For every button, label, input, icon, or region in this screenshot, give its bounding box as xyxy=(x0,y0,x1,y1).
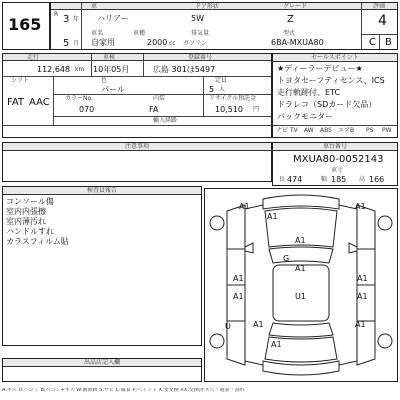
score-value: 4 xyxy=(378,13,387,29)
height-value: 166 xyxy=(369,175,385,184)
inspector-item: ハンドルすれ xyxy=(6,227,54,236)
usage-value: 自家用 xyxy=(91,38,115,47)
mileage-unit: km xyxy=(75,66,85,73)
footer-legend: A:キズ U:ヘコミ B:ヘコミ+キズ W:補修跡 S:サビ C:腐食 P:ペイント X:要交換 XX:交換済 Y:穴・亀裂・割れ xyxy=(2,388,245,393)
damage-mark-hood: A1 xyxy=(267,212,278,221)
inspection-value: 10年05月 xyxy=(93,65,130,74)
month-suffix: 月 xyxy=(73,40,80,47)
month-number: 5 xyxy=(63,38,70,49)
color-no-value: 070 xyxy=(79,105,95,114)
sales-point: ★ディーラーデビュー★ xyxy=(277,64,363,73)
damage-mark-left-door-front: A1 xyxy=(233,274,244,283)
damage-mark-front-right: A1 xyxy=(355,202,366,211)
year-number: 3 xyxy=(63,14,70,25)
width-value: 185 xyxy=(331,175,347,184)
grade-value: Z xyxy=(287,14,294,25)
equip-tv: TV xyxy=(290,127,298,134)
sales-points xyxy=(272,53,398,138)
car-outline xyxy=(205,189,397,381)
equip-pw: PW xyxy=(382,127,392,134)
equip-aw: AW xyxy=(304,127,314,134)
car-info-labels-2 xyxy=(71,31,361,37)
lot-number: 165 xyxy=(8,15,42,34)
spec-grid xyxy=(2,53,272,138)
inspector-item: カラスフィルム貼 xyxy=(6,237,69,246)
inspector-item: コンソール傷 xyxy=(6,197,54,206)
year-suffix: 年 xyxy=(73,16,80,23)
damage-mark-roof: A1 xyxy=(295,264,306,273)
damage-mark-right-door-front: A1 xyxy=(357,274,368,283)
capacity-label: 定員 xyxy=(215,77,228,84)
car-name-label: 車名 xyxy=(91,30,104,37)
equip-abs: ABS xyxy=(320,127,332,134)
damage-mark-front-mid: A1 xyxy=(295,236,306,245)
height-label: 高 xyxy=(359,176,366,183)
r-label: R xyxy=(54,11,59,18)
damage-mark-u1: U1 xyxy=(295,292,306,301)
dealer-memo-box xyxy=(2,358,202,382)
damage-mark-left-tire: A1 xyxy=(271,340,282,349)
color-label: 色 xyxy=(101,77,108,84)
damage-mark-left-door-rear: A1 xyxy=(233,292,244,301)
model-label: 型式 xyxy=(283,30,296,37)
score-label: 評価 xyxy=(373,3,386,10)
damage-mark-front: A1 xyxy=(239,202,250,211)
equip-airbag: エアB xyxy=(338,127,355,134)
equip-ps: PS xyxy=(366,127,374,134)
trans-value: FAT xyxy=(7,97,25,108)
dealer-memo-title: 出品店記入欄 xyxy=(3,359,201,367)
mileage-value: 112,648 xyxy=(37,65,71,74)
inspector-item: 室内薄汚れ xyxy=(6,217,46,226)
notes-box xyxy=(2,142,272,182)
chassis-box xyxy=(272,142,398,186)
trim-label: 内装 xyxy=(153,95,166,102)
capacity-value: 5 xyxy=(209,85,215,94)
displacement-unit: cc xyxy=(169,40,176,47)
inspection-label: 車検 xyxy=(103,54,116,61)
length-label: 長 xyxy=(279,176,286,183)
inspector-item: 室内内張擦 xyxy=(6,207,46,216)
damage-mark-rear-left-bumper: A1 xyxy=(253,320,264,329)
color-no-label: カラーNo. xyxy=(65,95,93,102)
sales-points-title: セールスポイント xyxy=(273,54,397,62)
inspector-title: 検査員報告 xyxy=(3,187,201,195)
doors-value: 5W xyxy=(191,14,204,23)
grade-label: グレード xyxy=(283,3,308,10)
displacement-value: 2000 xyxy=(147,38,168,47)
car-info-labels xyxy=(51,3,397,10)
sales-point: 走行軌跡付、ETC xyxy=(277,88,341,97)
mileage-label: 走行 xyxy=(27,54,40,61)
history-label: 輸入経路 xyxy=(153,117,178,124)
width-label: 幅 xyxy=(321,176,328,183)
recycle-label: リサイクル預託金 xyxy=(209,95,257,102)
damage-mark-g: G xyxy=(283,254,290,263)
dims-label: 車寸 xyxy=(331,167,344,174)
interior-grade: C xyxy=(369,37,376,48)
sales-point: ドラレコ（SDカード欠品） xyxy=(277,100,377,109)
equip-navi: ナビ xyxy=(276,127,289,134)
exterior-grade: B xyxy=(385,37,392,48)
plate-value: 広島 301ほ5497 xyxy=(153,65,216,74)
sales-point: トヨタセーフティセンス、ICS xyxy=(277,76,385,85)
chassis-title: 車台番号 xyxy=(273,143,397,151)
lot-cell xyxy=(2,2,50,50)
color-value: パール xyxy=(101,85,125,94)
trim-value: FA xyxy=(149,105,159,114)
fuel-value: ガソリン xyxy=(183,40,208,47)
ac-value: AAC xyxy=(29,97,50,108)
maker-label: 車 xyxy=(91,3,98,10)
recycle-value: 10,510 xyxy=(215,105,243,114)
damage-diagram xyxy=(204,188,398,382)
doors-label: ドア形状 xyxy=(195,3,219,10)
usage-label: 車種 xyxy=(133,30,146,37)
sales-point: バックモニター xyxy=(277,112,333,121)
damage-mark-left-rear-u: U xyxy=(225,322,231,331)
shift-label: シフト xyxy=(11,77,30,84)
length-value: 474 xyxy=(287,175,303,184)
model-value: 6BA-MXUA80 xyxy=(271,38,324,47)
plate-label: 登録番号 xyxy=(188,54,213,61)
recycle-unit: 円 xyxy=(253,106,260,113)
notes-title: 注意事項 xyxy=(3,143,271,151)
inspector-box xyxy=(2,186,202,346)
capacity-unit: 人 xyxy=(219,86,226,93)
car-info-cell xyxy=(50,2,398,50)
damage-mark-rear-right: A1 xyxy=(355,320,366,329)
vin-value: MXUA80-0052143 xyxy=(293,154,384,165)
car-name: ハリアー xyxy=(97,14,129,23)
equipment-row xyxy=(276,128,396,137)
displacement-label: 排気量 xyxy=(191,30,210,37)
damage-mark-right-door-rear: A1 xyxy=(357,292,368,301)
